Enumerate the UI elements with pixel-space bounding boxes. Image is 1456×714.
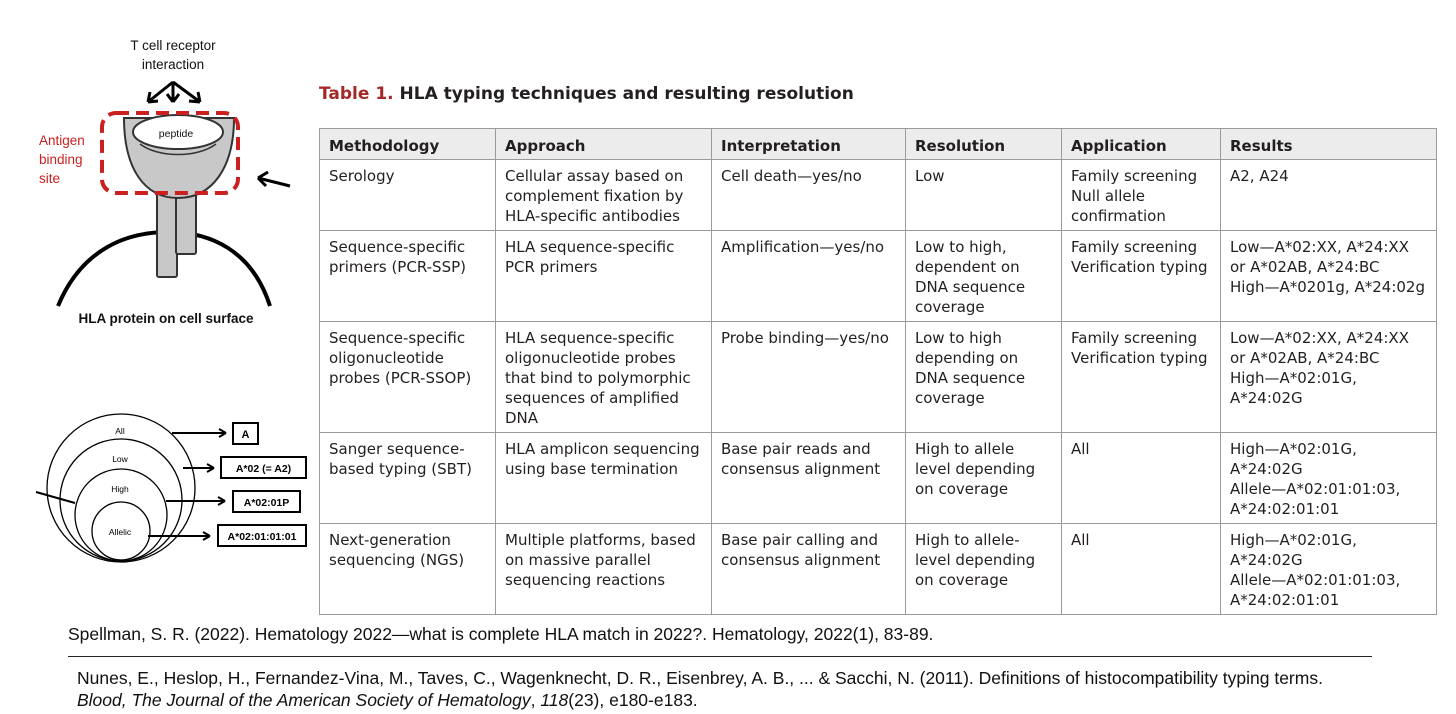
table-cell: A2, A24 [1221, 160, 1437, 231]
table-cell: High to allele level depending on coverage [906, 433, 1062, 524]
table-cell: Cell death—yes/no [712, 160, 906, 231]
column-header: Interpretation [712, 129, 906, 160]
table-caption-text: HLA typing techniques and resulting resolution [399, 84, 854, 104]
table-cell: Base pair calling and consensus alignment [712, 524, 906, 615]
hla-protein-diagram [0, 0, 320, 340]
circle-label-high: High [111, 484, 129, 494]
table-cell: All [1062, 433, 1221, 524]
column-header: Resolution [906, 129, 1062, 160]
table-cell: Sequence-specific primers (PCR-SSP) [320, 231, 496, 322]
column-header: Approach [496, 129, 712, 160]
column-header: Application [1062, 129, 1221, 160]
table-cell: Low—A*02:XX, A*24:XX or A*02AB, A*24:BC High—A*02:01G, A*24:02G [1221, 322, 1437, 433]
reference-nunes-journal: Blood, The Journal of the American Society of Hematology [77, 690, 531, 710]
table-cell: High—A*02:01G, A*24:02G Allele—A*02:01:01:03, A*24:02:01:01 [1221, 524, 1437, 615]
circle-label-allelic: Allelic [108, 527, 132, 537]
table-cell: Amplification—yes/no [712, 231, 906, 322]
tcr-label-line1: T cell receptor [130, 38, 216, 53]
hla-figure-caption: HLA protein on cell surface [78, 311, 254, 326]
table-cell: Low—A*02:XX, A*24:XX or A*02AB, A*24:BC High—A*0201g, A*24:02g [1221, 231, 1437, 322]
table-cell: Base pair reads and consensus alignment [712, 433, 906, 524]
table-cell: Serology [320, 160, 496, 231]
table-cell: Sequence-specific oligonucleotide probes (PCR-SSOP) [320, 322, 496, 433]
reference-nunes-volume: 118 [540, 690, 569, 710]
table-cell: HLA amplicon sequencing using base termination [496, 433, 712, 524]
reference-nunes-tail: (23), e180-e183. [568, 690, 698, 710]
tcr-arrows [148, 82, 200, 102]
table-cell: Low [906, 160, 1062, 231]
box-label-a: A [241, 429, 250, 441]
table-cell: High to allele-level depending on coverage [906, 524, 1062, 615]
table-cell: Probe binding—yes/no [712, 322, 906, 433]
reference-nunes-authors: Nunes, E., Heslop, H., Fernandez-Vina, M., Taves, C., Wagenknecht, D. R., Eisenbrey, A. B., ... & Sacchi, N. (2011). Definitions of histocompatibility typing terms. [77, 668, 1323, 688]
table-cell: HLA sequence-specific PCR primers [496, 231, 712, 322]
antigen-label-line3: site [39, 171, 61, 186]
table-cell: High—A*02:01G, A*24:02G Allele—A*02:01:01:03, A*24:02:01:01 [1221, 433, 1437, 524]
tcr-label-line2: interaction [141, 57, 205, 72]
table-row [320, 524, 1437, 615]
box-label-a02010101: A*02:01:01:01 [227, 531, 297, 543]
table-row [320, 322, 1437, 433]
table-cell: Multiple platforms, based on massive parallel sequencing reactions [496, 524, 712, 615]
circle-label-low: Low [112, 454, 128, 464]
table-row [320, 231, 1437, 322]
box-label-a02: A*02 (= A2) [235, 463, 292, 475]
pointer-arrow-icon [258, 172, 290, 186]
table-cell: Family screening Verification typing [1062, 322, 1221, 433]
table-caption-number: Table 1. [319, 84, 394, 104]
resolution-levels-diagram [0, 400, 320, 575]
table-row [320, 160, 1437, 231]
hla-stalk-left [157, 187, 177, 277]
antigen-label-line2: binding [39, 152, 83, 167]
reference-spellman: Spellman, S. R. (2022). Hematology 2022—what is complete HLA match in 2022?. Hematology, 2022(1), 83-89. [68, 624, 934, 644]
antigen-label-line1: Antigen [39, 133, 85, 148]
hla-typing-table [319, 128, 1437, 615]
column-header: Results [1221, 129, 1437, 160]
table-cell: HLA sequence-specific oligonucleotide probes that bind to polymorphic sequences of amplified DNA [496, 322, 712, 433]
circle-label-all: All [115, 426, 125, 436]
table-cell: Sanger sequence-based typing (SBT) [320, 433, 496, 524]
table-cell: Low to high, dependent on DNA sequence coverage [906, 231, 1062, 322]
column-header: Methodology [320, 129, 496, 160]
table-header-row [320, 129, 1437, 160]
table-cell: Family screening Verification typing [1062, 231, 1221, 322]
table-row [320, 433, 1437, 524]
reference-nunes [77, 667, 1377, 711]
table-cell: Cellular assay based on complement fixation by HLA-specific antibodies [496, 160, 712, 231]
table-caption [319, 84, 854, 104]
peptide-label: peptide [158, 128, 194, 140]
box-label-a0201p: A*02:01P [243, 497, 290, 509]
table-cell: Next-generation sequencing (NGS) [320, 524, 496, 615]
table-cell: Family screening Null allele confirmation [1062, 160, 1221, 231]
reference-nunes-sep: , [530, 690, 541, 710]
hla-stalk-right [176, 190, 196, 254]
table-cell: All [1062, 524, 1221, 615]
reference-divider [68, 656, 1372, 657]
table-cell: Low to high depending on DNA sequence coverage [906, 322, 1062, 433]
